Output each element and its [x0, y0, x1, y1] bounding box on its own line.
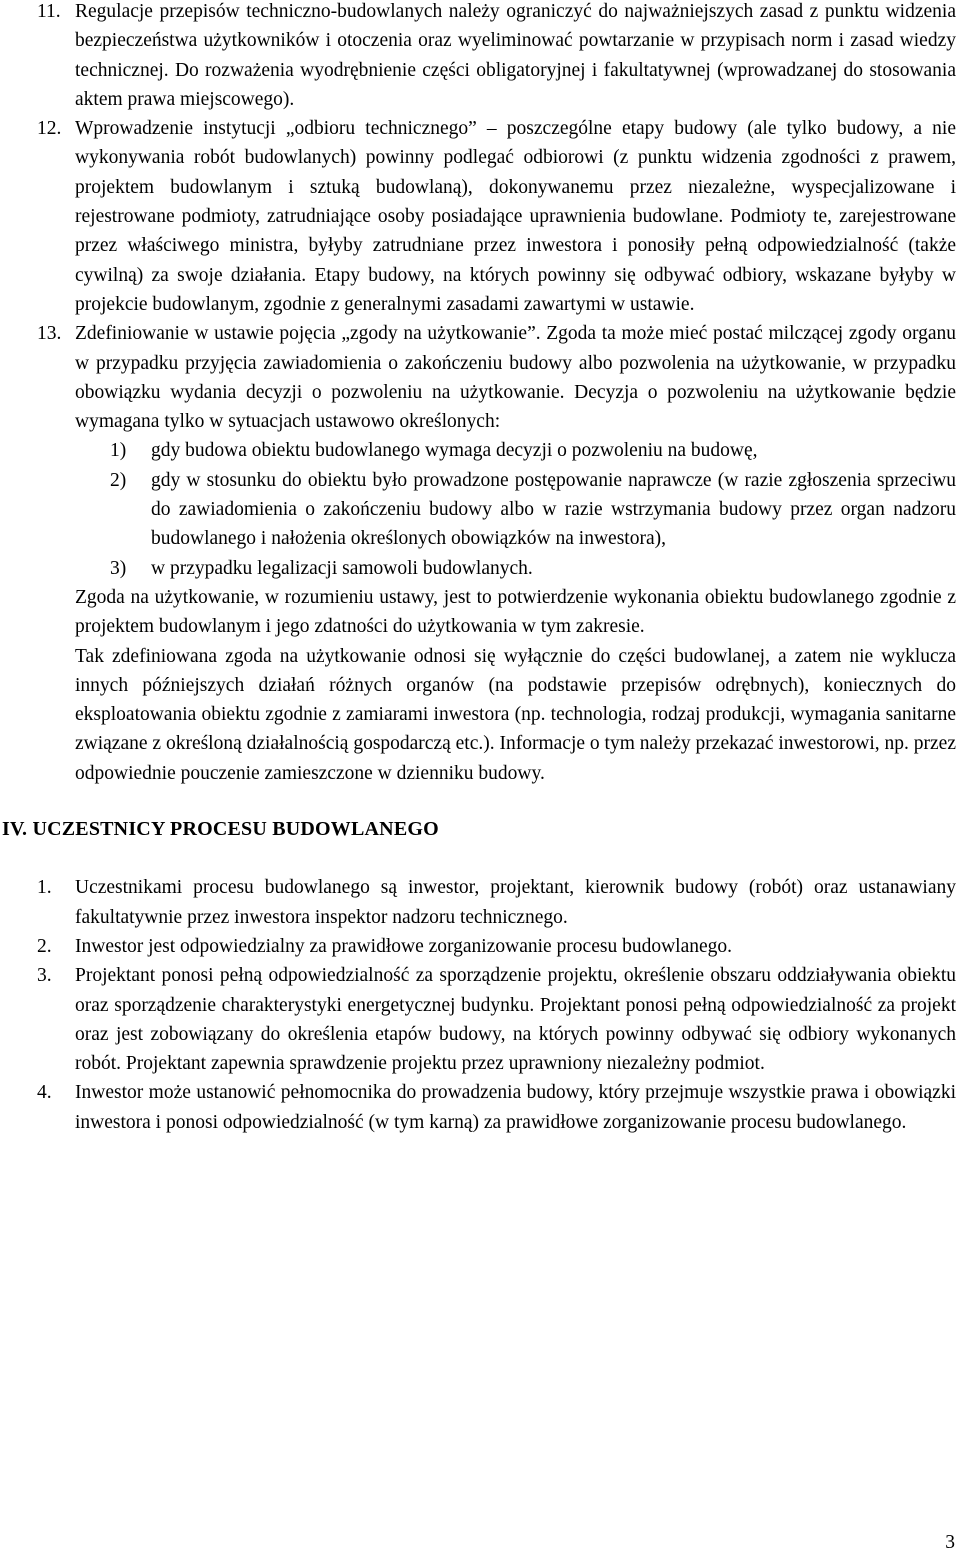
- section-heading: IV. UCZESTNICY PROCESU BUDOWLANEGO: [2, 818, 439, 841]
- list-item-text: Inwestor może ustanowić pełnomocnika do prowadzenia budowy, który przejmuje wszystkie prawa i obowiązki inwestora i ponosi odpowiedzialność (w tym karną) za prawidłowe zorganizowanie procesu budowlanego.: [75, 1082, 956, 1133]
- sub-list-item-text: gdy budowa obiektu budowlanego wymaga decyzji o pozwoleniu na budowę,: [151, 440, 758, 462]
- list-item: [0, 114, 960, 319]
- list-item-number: 4.: [37, 1082, 52, 1104]
- list-item-text: Regulacje przepisów techniczno-budowlanych należy ograniczyć do najważniejszych zasad z punktu widzenia bezpieczeństwa użytkowników i otoczenia oraz wyeliminować powtarzanie w przypisach norm i zasad wiedzy technicznej. Do rozważenia wyodrębnienie części obligatoryjnej i fakultatywnej (wprowadzanej do stosowania aktem prawa miejscowego).: [75, 1, 956, 110]
- sub-list-item: [0, 466, 960, 554]
- list-item-number: 11.: [37, 1, 61, 22]
- sub-list-item-number: 2): [110, 469, 127, 491]
- list-item: [0, 961, 960, 1078]
- paragraph: Zgoda na użytkowanie, w rozumieniu ustawy, jest to potwierdzenie wykonania obiektu budowlanego zgodnie z projektem budowlanym i jego zdatności do użytkowania w tym zakresie.: [75, 586, 956, 638]
- list-item-number: 13.: [37, 323, 62, 345]
- sub-list-item-number: 1): [110, 440, 127, 462]
- list-item-text: Projektant ponosi pełną odpowiedzialność za sporządzenie projektu, określenie obszaru oddziaływania obiektu oraz sporządzenie charakterystyki energetycznej budynku. Projektant ponosi pełną odpowiedzialność za projekt oraz jest zobowiązany do określenia etapów budowy, na których powinny odbywać się odbiory wykonanych robót. Projektant zapewnia sprawdzenie projektu przez uprawniony niezależny podmiot.: [75, 965, 956, 1075]
- list-item: [0, 319, 960, 436]
- list-item-text: Zdefiniowanie w ustawie pojęcia „zgody na użytkowanie”. Zgoda ta może mieć postać milczącej zgody organu w przypadku przyjęcia zawiadomienia o zakończeniu budowy albo pozwolenia na użytkowanie, w przypadku obowiązku wydania decyzji o pozwoleniu na użytkowanie. Decyzja o pozwoleniu na użytkowanie będzie wymagana tylko w sytuacjach ustawowo określonych:: [75, 323, 956, 433]
- list-item-number: 3.: [37, 965, 52, 987]
- paragraph: Tak zdefiniowana zgoda na użytkowanie odnosi się wyłącznie do części budowlanej, a zatem nie wyklucza innych późniejszych działań różnych organów (na podstawie przepisów odrębnych), koniecznych do eksploatowania obiektu zgodnie z zamiarami inwestora (np. technologia, rodzaj produkcji, wymagania sanitarne związane z określoną działalnością gospodarczą etc.). Informacje o tym należy przekazać inwestorowi, np. przez odpowiednie pouczenie zamieszczone w dzienniku budowy.: [75, 645, 956, 784]
- list-item: [0, 932, 960, 961]
- sub-list-item: [0, 436, 960, 465]
- sub-list-item-number: 3): [110, 557, 127, 579]
- sub-list-item-text: w przypadku legalizacji samowoli budowlanych.: [151, 557, 533, 579]
- list-item-text: Inwestor jest odpowiedzialny za prawidłowe zorganizowanie procesu budowlanego.: [75, 935, 733, 957]
- list-item: [0, 0, 960, 114]
- list-item-text: Wprowadzenie instytucji „odbioru technicznego” – poszczególne etapy budowy (ale tylko budowy, a nie wykonywania robót budowlanych) powinny podlegać odbiorowi (z punktu widzenia zgodności z prawem, projektem budowlanym i sztuką budowlaną), dokonywanemu przez niezależne, wyspecjalizowane i rejestrowane podmioty, zatrudniające osoby posiadające uprawnienia budowlane. Podmioty te, zarejestrowane przez właściwego ministra, byłyby zatrudniane przez inwestora i ponosiły pełną odpowiedzialność (także cywilną) za swoje działania. Etapy budowy, na których powinny się odbywać odbiory, wskazane byłyby w projekcie budowlanym, zgodnie z generalnymi zasadami zawartymi w ustawie.: [75, 118, 956, 315]
- list-item-number: 12.: [37, 118, 62, 140]
- list-item-number: 2.: [37, 935, 52, 957]
- page-number: 3: [945, 1532, 955, 1553]
- list-item-number: 1.: [37, 877, 52, 899]
- sub-list-item: [0, 554, 960, 583]
- list-item: [0, 873, 960, 932]
- list-item-text: Uczestnikami procesu budowlanego są inwestor, projektant, kierownik budowy (robót) oraz ustanawiany fakultatywnie przez inwestora inspektor nadzoru technicznego.: [75, 877, 956, 928]
- list-item: [0, 1078, 960, 1137]
- sub-list-item-text: gdy w stosunku do obiektu było prowadzone postępowanie naprawcze (w razie zgłoszenia sprzeciwu do zawiadomienia o zakończeniu budowy albo w razie wstrzymania budowy przez organ nadzoru budowlanego i nałożenia określonych obowiązków na inwestora),: [151, 469, 956, 550]
